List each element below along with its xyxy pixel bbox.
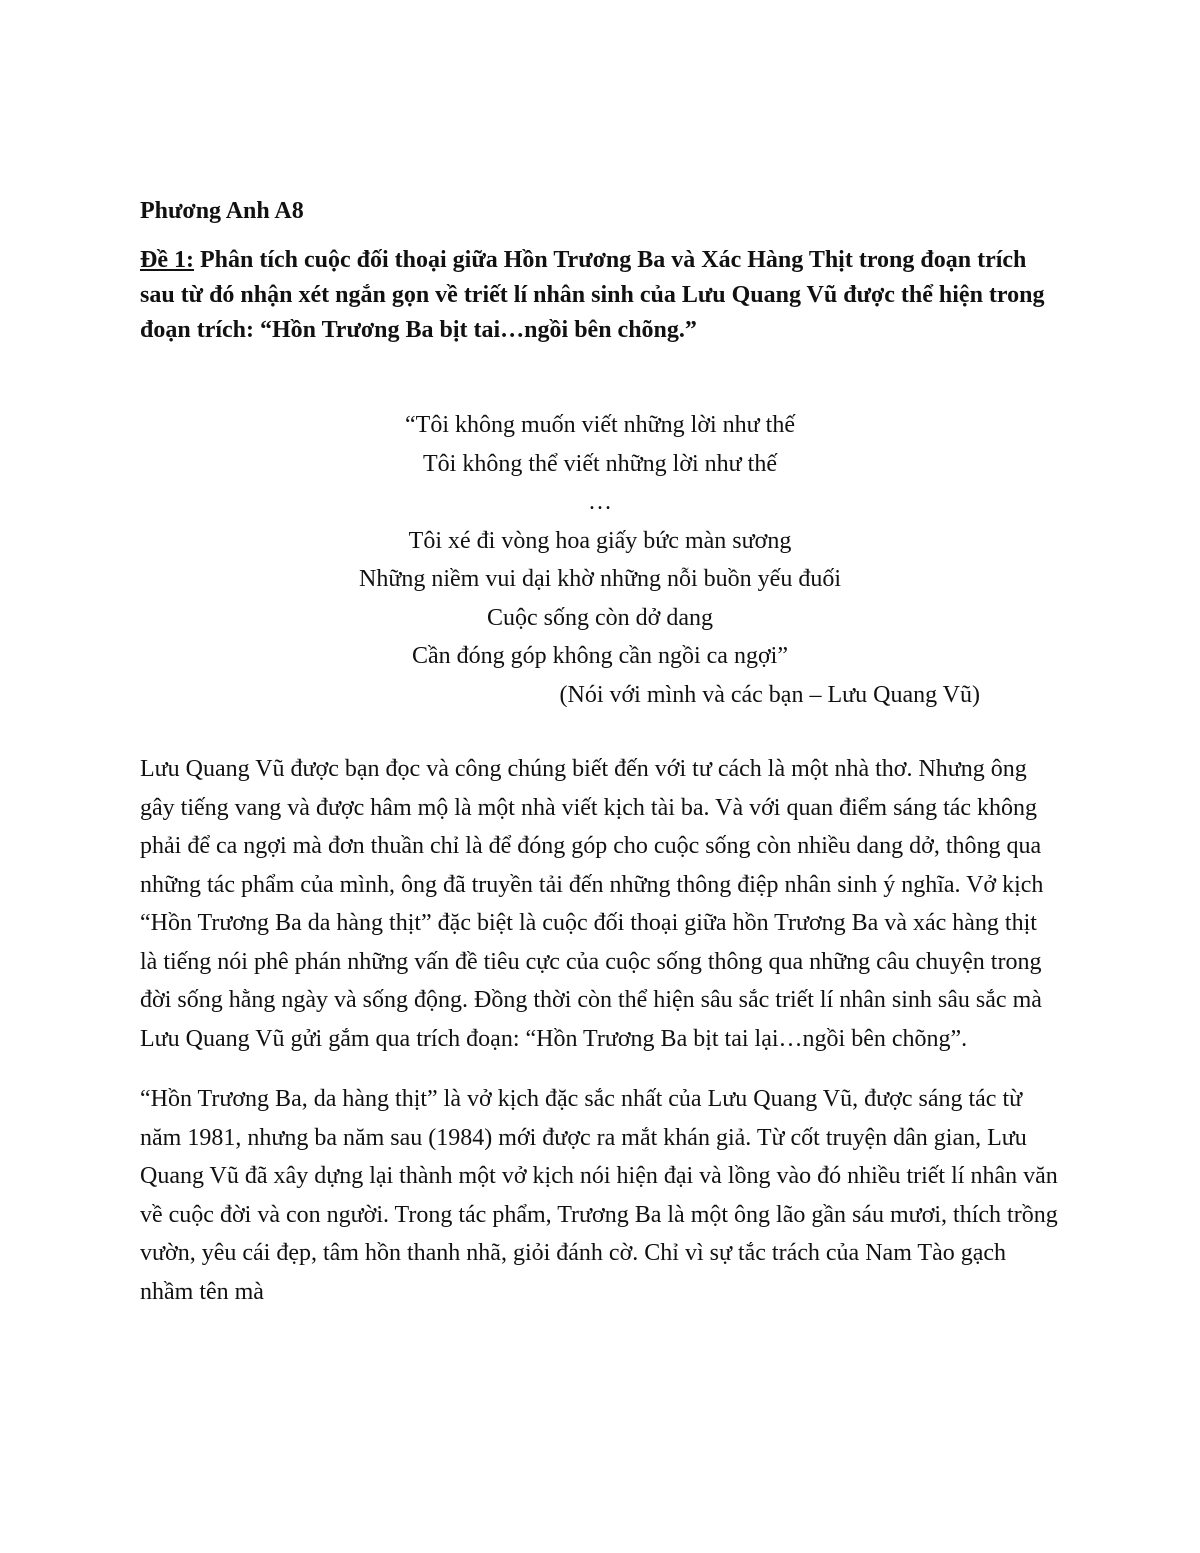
poem-line: Cuộc sống còn dở dang	[487, 604, 713, 631]
essay-prompt	[140, 243, 1060, 348]
poem-source: (Nói với mình và các bạn – Lưu Quang Vũ)	[559, 681, 980, 708]
prompt-text: Phân tích cuộc đối thoại giữa Hồn Trương Ba và Xác Hàng Thịt trong đoạn trích sau từ đó nhận xét ngắn gọn về triết lí nhân sinh của Lưu Quang Vũ được thể hiện trong đoạn trích: “Hồn Trương Ba bịt tai…ngồi bên chõng.”	[140, 247, 1045, 343]
poem-line: Tôi không thể viết những lời như thế	[423, 450, 777, 477]
poem-line: Tôi xé đi vòng hoa giấy bức màn sương	[408, 527, 792, 554]
body-paragraph: Lưu Quang Vũ được bạn đọc và công chúng biết đến với tư cách là một nhà thơ. Nhưng ông gây tiếng vang và được hâm mộ là một nhà viết kịch tài ba. Và với quan điểm sáng tác không phải để ca ngợi mà đơn thuần chỉ là để đóng góp cho cuộc sống còn nhiều dang dở, thông qua những tác phẩm của mình, ông đã truyền tải đến những thông điệp nhân sinh ý nghĩa. Vở kịch “Hồn Trương Ba da hàng thịt” đặc biệt là cuộc đối thoại giữa hồn Trương Ba và xác hàng thịt là tiếng nói phê phán những vấn đề tiêu cực của cuộc sống thông qua những câu chuyện trong đời sống hằng ngày và sống động. Đồng thời còn thể hiện sâu sắc triết lí nhân sinh sâu sắc mà Lưu Quang Vũ gửi gắm qua trích đoạn: “Hồn Trương Ba bịt tai lại…ngồi bên chõng”.	[140, 756, 1044, 1052]
author-name: Phương Anh A8	[140, 198, 304, 224]
poem-line: “Tôi không muốn viết những lời như thế	[405, 412, 795, 438]
poem-line: Cần đóng góp không cần ngồi ca ngợi”	[412, 643, 788, 669]
poem-line: Những niềm vui dại khờ những nỗi buồn yếu đuối	[358, 566, 841, 592]
document-content	[140, 193, 1060, 1311]
poem-line: …	[588, 489, 612, 515]
poem-excerpt	[140, 406, 1060, 714]
prompt-label: Đề 1:	[140, 247, 194, 273]
body-paragraph: “Hồn Trương Ba, da hàng thịt” là vở kịch đặc sắc nhất của Lưu Quang Vũ, được sáng tác từ năm 1981, nhưng ba năm sau (1984) mới được ra mắt khán giả. Từ cốt truyện dân gian, Lưu Quang Vũ đã xây dựng lại thành một vở kịch nói hiện đại và lồng vào đó nhiều triết lí nhân văn về cuộc đời và con người. Trong tác phẩm, Trương Ba là một ông lão gần sáu mươi, thích trồng vườn, yêu cái đẹp, tâm hồn thanh nhã, giỏi đánh cờ. Chỉ vì sự tắc trách của Nam Tào gạch nhầm tên mà	[140, 1086, 1058, 1305]
